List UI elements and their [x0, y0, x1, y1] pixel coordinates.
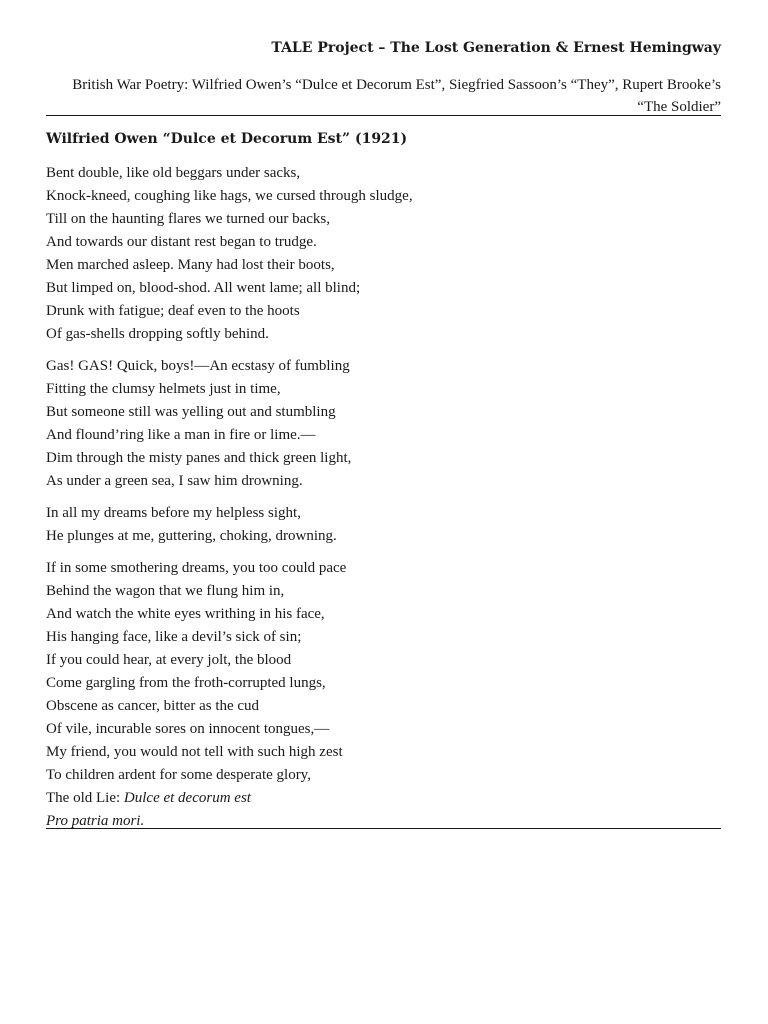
stanza-3 [46, 502, 721, 548]
document-header-title: TALE Project – The Lost Generation & Ernest Hemingway [271, 40, 721, 56]
poem-line: In all my dreams before my helpless sight, [46, 505, 301, 521]
poem-line: Gas! GAS! Quick, boys!—An ecstasy of fumbling [46, 358, 350, 374]
poem-line: But someone still was yelling out and stumbling [46, 404, 336, 420]
poem-line: And watch the white eyes writhing in his face, [46, 606, 325, 622]
poem-line: He plunges at me, guttering, choking, drowning. [46, 528, 337, 544]
poem-body [46, 162, 721, 842]
last-line-latin: Pro patria mori. [46, 813, 145, 829]
poem-line: Knock-kneed, coughing like hags, we cursed through sludge, [46, 188, 413, 204]
poem-line: Bent double, like old beggars under sacks, [46, 165, 301, 181]
document-header-subtitle [46, 74, 721, 118]
poem-line: His hanging face, like a devil’s sick of sin; [46, 629, 302, 645]
stanza-1 [46, 162, 721, 346]
header-divider [46, 115, 721, 116]
stanza-4 [46, 557, 721, 833]
poem-line-final [46, 787, 721, 810]
poem-line: But limped on, blood-shod. All went lame; all blind; [46, 280, 361, 296]
footer-divider [46, 828, 721, 829]
final-line-latin: Dulce et decorum est [123, 790, 251, 806]
poem-line: As under a green sea, I saw him drowning. [46, 473, 303, 489]
poem-line: Fitting the clumsy helmets just in time, [46, 381, 281, 397]
subtitle-line-1: British War Poetry: Wilfried Owen’s “Dulce et Decorum Est”, Siegfried Sassoon’s “They”, Rupert Brooke’s [72, 77, 721, 93]
poem-line: Drunk with fatigue; deaf even to the hoots [46, 303, 300, 319]
poem-line: Of gas-shells dropping softly behind. [46, 326, 269, 342]
poem-line: Come gargling from the froth-corrupted lungs, [46, 675, 326, 691]
poem-line: And towards our distant rest began to trudge. [46, 234, 317, 250]
poem-line: Obscene as cancer, bitter as the cud [46, 698, 260, 714]
poem-line: Of vile, incurable sores on innocent tongues,— [46, 721, 330, 737]
poem-line: Men marched asleep. Many had lost their boots, [46, 257, 335, 273]
poem-line: Till on the haunting flares we turned our backs, [46, 211, 330, 227]
poem-line: My friend, you would not tell with such high zest [46, 744, 343, 760]
poem-line: Behind the wagon that we flung him in, [46, 583, 285, 599]
poem-line: If you could hear, at every jolt, the blood [46, 652, 292, 668]
poem-line: Dim through the misty panes and thick green light, [46, 450, 352, 466]
poem-line: To children ardent for some desperate glory, [46, 767, 311, 783]
poem-title: Wilfried Owen “Dulce et Decorum Est” (1921) [46, 131, 408, 147]
final-line-prefix: The old Lie: [46, 790, 124, 806]
poem-line-last [46, 810, 721, 833]
stanza-2 [46, 355, 721, 493]
poem-line: If in some smothering dreams, you too could pace [46, 560, 347, 576]
poem-line: And flound’ring like a man in fire or lime.— [46, 427, 316, 443]
subtitle-line-2: “The Soldier” [637, 99, 721, 115]
